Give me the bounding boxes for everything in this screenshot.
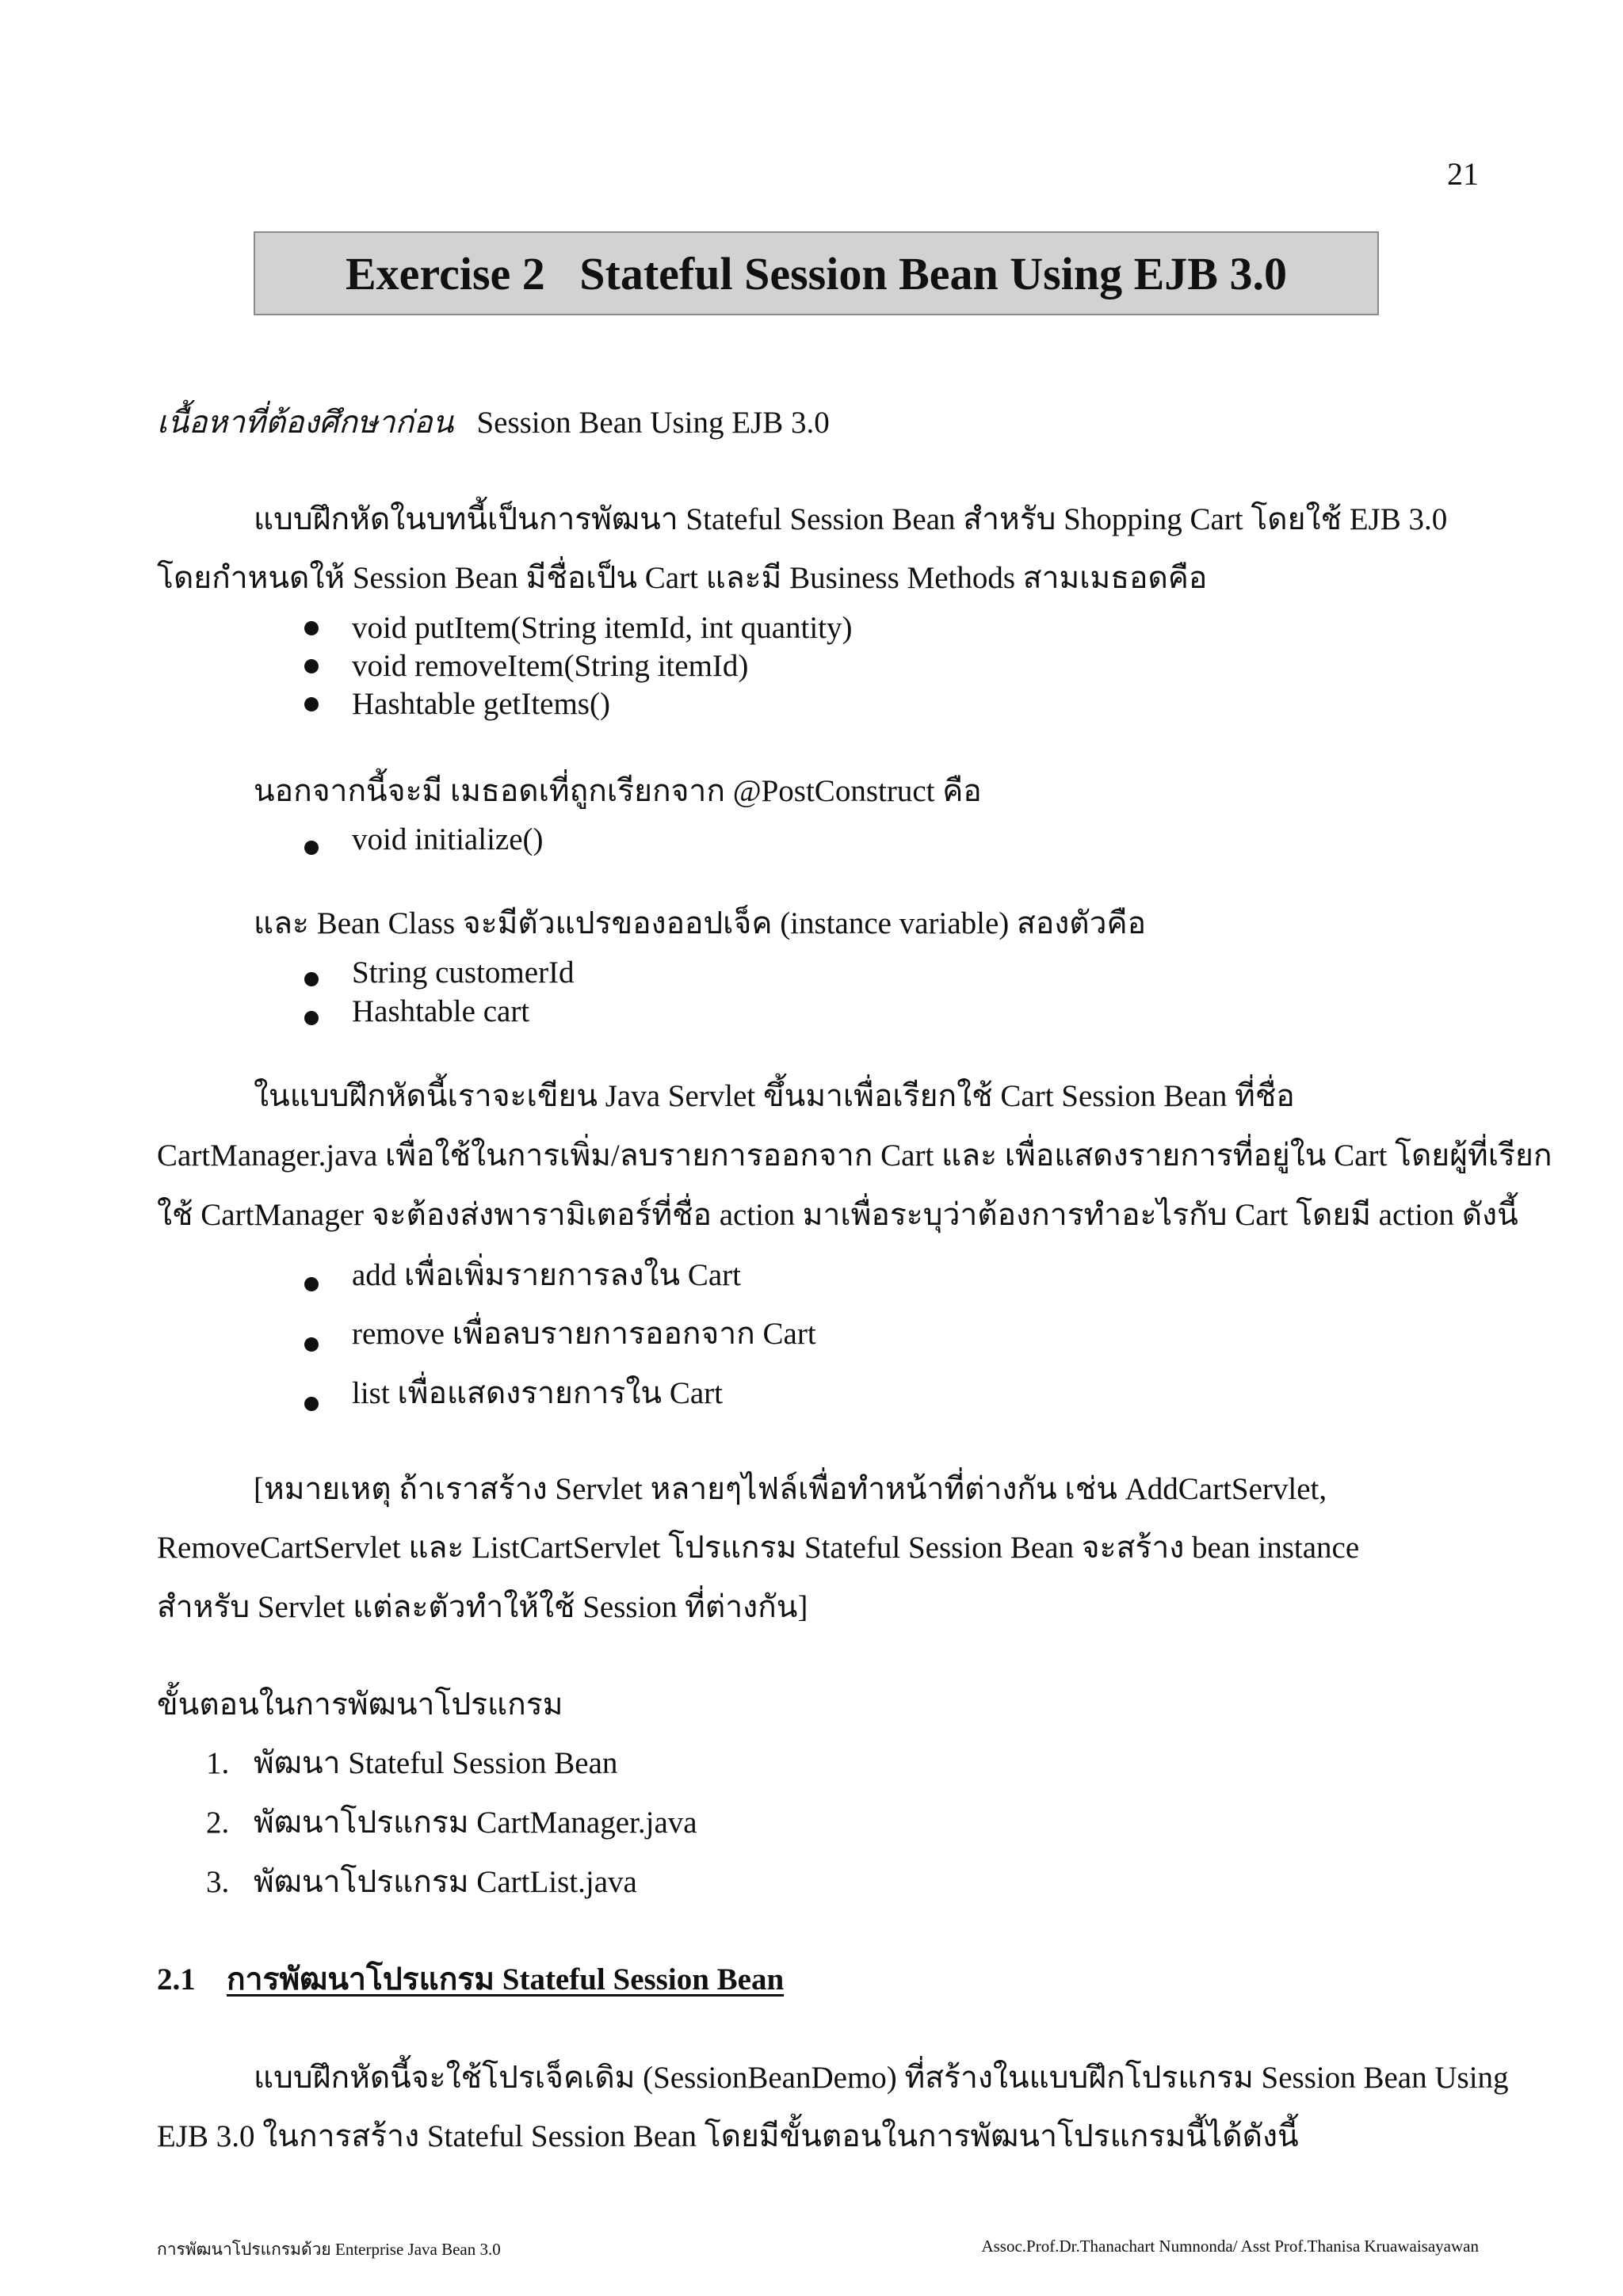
bullet-icon	[304, 1277, 319, 1291]
note-line-1: [หมายเหตุ ถ้าเราสร้าง Servlet หลายๆไฟล์เพื่อทำหน้าที่ต่างกัน เช่น AddCartServlet,	[254, 1472, 1327, 1506]
action-item: list เพื่อแสดงรายการใน Cart	[352, 1376, 723, 1410]
action-item: add เพื่อเพิ่มรายการลงใน Cart	[352, 1258, 741, 1292]
footer-right: Assoc.Prof.Dr.Thanachart Numnonda/ Asst Prof.Thanisa Kruawaisayawan	[981, 2237, 1479, 2256]
step-text: พัฒนาโปรแกรม CartManager.java	[254, 1806, 697, 1840]
method-item: void removeItem(String itemId)	[352, 649, 749, 683]
step-text: พัฒนาโปรแกรม CartList.java	[254, 1865, 637, 1899]
section-line-2: EJB 3.0 ในการสร้าง Stateful Session Bean โดยมีขั้นตอนในการพัฒนาโปรแกรมนี้ได้ดังนี้	[157, 2119, 1299, 2153]
section-line-1: แบบฝึกหัดนี้จะใช้โปรเจ็คเดิม (SessionBeanDemo) ที่สร้างในแบบฝึกโปรแกรม Session Bean Using	[254, 2061, 1509, 2095]
note-line-2: RemoveCartServlet และ ListCartServlet โปรแกรม Stateful Session Bean จะสร้าง bean instance	[157, 1531, 1360, 1565]
bullet-icon	[304, 621, 319, 635]
section-title-text: การพัฒนาโปรแกรม Stateful Session Bean	[227, 1962, 785, 1997]
servlet-line-2: CartManager.java เพื่อใช้ในการเพิ่ม/ลบรายการออกจาก Cart และ เพื่อแสดงรายการที่อยู่ใน Cart โดยผู้ที่เรียก	[157, 1138, 1552, 1173]
prerequisite-label: เนื้อหาที่ต้องศึกษาก่อน	[157, 406, 454, 440]
steps-heading: ขั้นตอนในการพัฒนาโปรแกรม	[157, 1688, 563, 1722]
note-line-3: สำหรับ Servlet แต่ละตัวทำให้ใช้ Session ที่ต่างกัน]	[157, 1590, 808, 1624]
step-number: 1.	[206, 1746, 230, 1780]
page-number: 21	[1447, 156, 1479, 192]
step-number: 3.	[206, 1865, 230, 1899]
bullet-icon	[304, 841, 319, 855]
servlet-line-3: ใช้ CartManager จะต้องส่งพารามิเตอร์ที่ชื่อ action มาเพื่อระบุว่าต้องการทำอะไรกับ Cart โดยมี action ดังนี้	[157, 1198, 1518, 1232]
bullet-icon	[304, 1397, 319, 1411]
prerequisite-line	[157, 404, 830, 442]
exercise-title: Exercise 2 Stateful Session Bean Using EJB 3.0	[345, 247, 1287, 299]
variable-item: String customerId	[352, 955, 575, 990]
section-title	[227, 1961, 784, 1999]
variables-text: และ Bean Class จะมีตัวแปรของออปเจ็ค (instance variable) สองตัวคือ	[254, 906, 1147, 940]
method-item: void putItem(String itemId, int quantity)	[352, 611, 853, 645]
servlet-line-1: ในแบบฝึกหัดนี้เราจะเขียน Java Servlet ขึ้นมาเพื่อเรียกใช้ Cart Session Bean ที่ชื่อ	[254, 1079, 1295, 1113]
bullet-icon	[304, 1337, 319, 1352]
step-number: 2.	[206, 1806, 230, 1840]
bullet-icon	[304, 659, 319, 673]
section-number: 2.1	[157, 1962, 196, 1997]
intro-line-2: โดยกำหนดให้ Session Bean มีชื่อเป็น Cart และมี Business Methods สามเมธอดคือ	[157, 561, 1208, 595]
intro-line-1: แบบฝึกหัดในบทนี้เป็นการพัฒนา Stateful Session Bean สำหรับ Shopping Cart โดยใช้ EJB 3.0	[254, 502, 1448, 536]
bullet-icon	[304, 972, 319, 986]
prerequisite-text: Session Bean Using EJB 3.0	[476, 406, 830, 440]
footer-left: การพัฒนาโปรแกรมด้วย Enterprise Java Bean 3.0	[157, 2240, 501, 2259]
postconstruct-text: นอกจากนี้จะมี เมธอดเที่ถูกเรียกจาก @PostConstruct คือ	[254, 774, 982, 808]
bullet-icon	[304, 697, 319, 711]
variable-item: Hashtable cart	[352, 994, 530, 1028]
step-text: พัฒนา Stateful Session Bean	[254, 1746, 618, 1780]
bullet-icon	[304, 1011, 319, 1025]
action-item: remove เพื่อลบรายการออกจาก Cart	[352, 1317, 816, 1351]
exercise-title-box	[254, 231, 1379, 315]
postconstruct-item: void initialize()	[352, 822, 544, 856]
method-item: Hashtable getItems()	[352, 687, 610, 721]
